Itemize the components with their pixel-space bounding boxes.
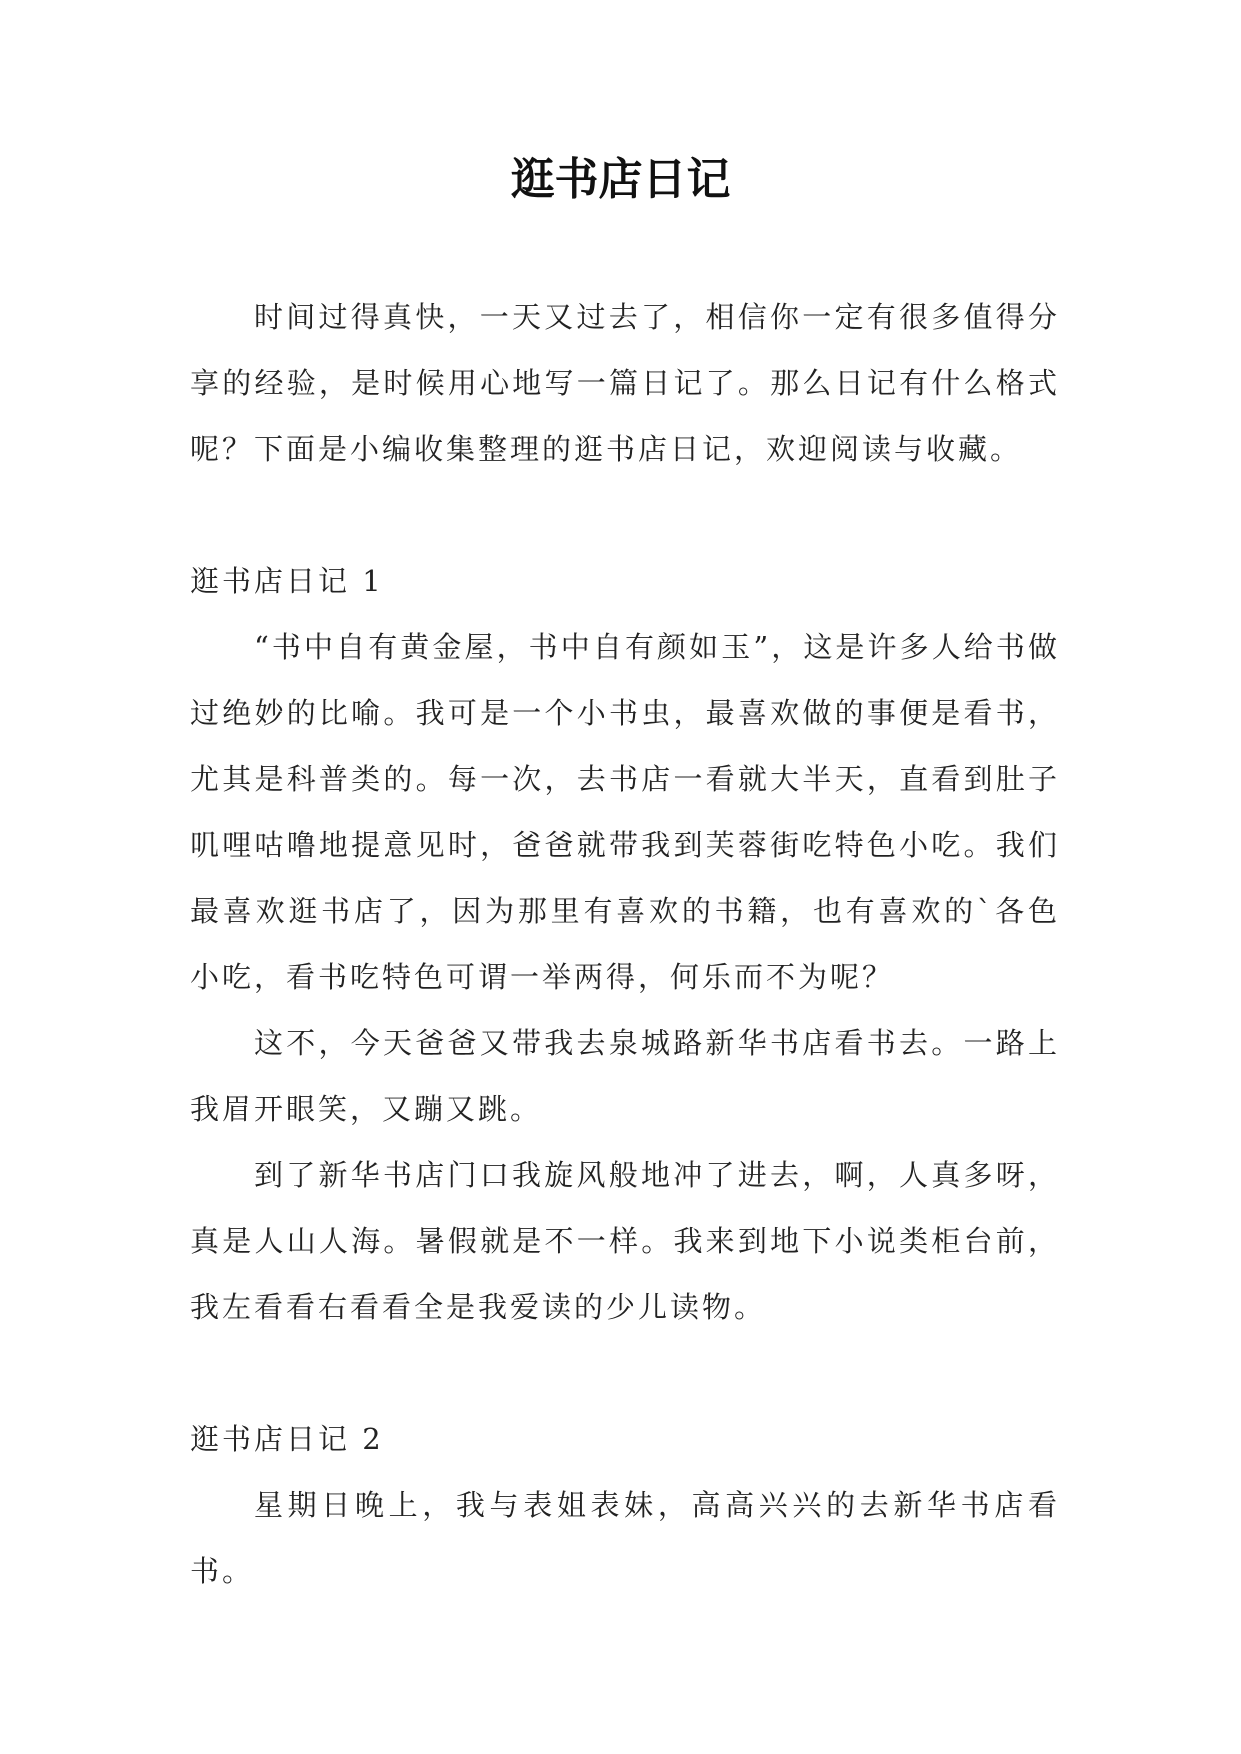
section-spacer — [190, 482, 1060, 548]
intro-paragraph: 时间过得真快，一天又过去了，相信你一定有很多值得分享的经验，是时候用心地写一篇日记了。那么日记有什么格式呢？下面是小编收集整理的逛书店日记，欢迎阅读与收藏。 — [190, 300, 1060, 466]
section-heading-1: 逛书店日记 1 — [190, 564, 384, 598]
section-spacer — [190, 1340, 1060, 1406]
document-body — [190, 284, 1060, 1604]
section-2-paragraph-1: 星期日晚上，我与表姐表妹，高高兴兴的去新华书店看书。 — [190, 1488, 1060, 1588]
section-heading-2: 逛书店日记 2 — [190, 1422, 384, 1456]
document-title: 逛书店日记 — [510, 154, 731, 205]
section-1-paragraph-2: 这不，今天爸爸又带我去泉城路新华书店看书去。一路上我眉开眼笑，又蹦又跳。 — [190, 1026, 1060, 1126]
section-1-paragraph-1: “书中自有黄金屋，书中自有颜如玉”，这是许多人给书做过绝妙的比喻。我可是一个小书虫，最喜欢做的事便是看书，尤其是科普类的。每一次，去书店一看就大半天，直看到肚子叽哩咕噜地提意见时，爸爸就带我到芙蓉街吃特色小吃。我们最喜欢逛书店了，因为那里有喜欢的书籍，也有喜欢的`各色小吃，看书吃特色可谓一举两得，何乐而不为呢？ — [190, 630, 1060, 994]
section-1-paragraph-3: 到了新华书店门口我旋风般地冲了进去，啊，人真多呀，真是人山人海。暑假就是不一样。我来到地下小说类柜台前，我左看看右看看全是我爱读的少儿读物。 — [190, 1158, 1060, 1324]
